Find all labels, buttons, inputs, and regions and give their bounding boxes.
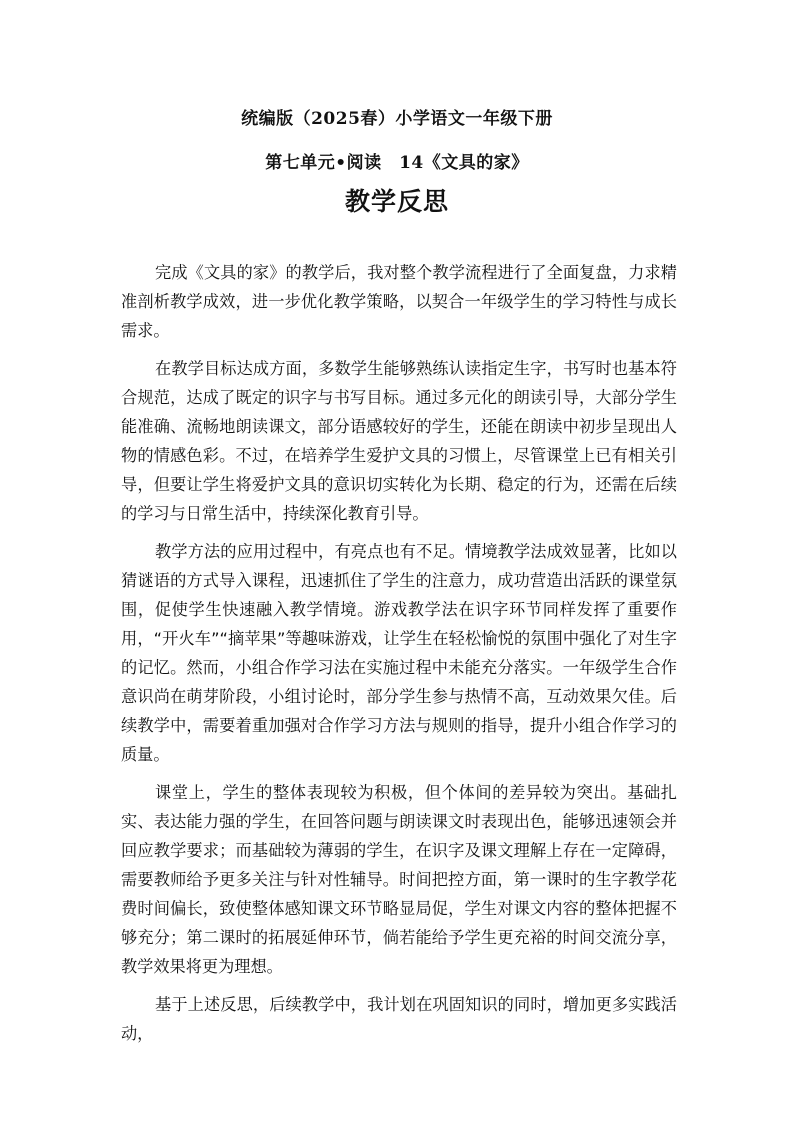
paragraph-3: 教学方法的应用过程中，有亮点也有不足。情境教学法成效显著，比如以猜谜语的方式导入课程，迅速抓住了学生的注意力，成功营造出活跃的课堂氛围，促使学生快速融入教学情境。游戏教学法在识字环节同样发挥了重要作用，“开火车”“摘苹果”等趣味游戏，让学生在轻松愉悦的氛围中强化了对生字的记忆。然而，小组合作学习法在实施过程中未能充分落实。一年级学生合作意识尚在萌芽阶段，小组讨论时，部分学生参与热情不高，互动效果欠佳。后续教学中，需要着重加强对合作学习方法与规则的指导，提升小组合作学习的质量。: [121, 542, 677, 764]
paragraph-1: 完成《文具的家》的教学后，我对整个教学流程进行了全面复盘，力求精准剖析教学成效，进一步优化教学策略，以契合一年级学生的学习特性与成长需求。: [121, 263, 677, 340]
document-body: [121, 258, 677, 1057]
unit-lesson-title: 第七单元•阅读 14《文具的家》: [265, 153, 529, 173]
paragraph-5: 基于上述反思，后续教学中，我计划在巩固知识的同时，增加更多实践活动，: [121, 995, 677, 1043]
textbook-edition-title: 统编版（2025春）小学语文一年级下册: [241, 109, 553, 129]
paragraph-4: 课堂上，学生的整体表现较为积极，但个体间的差异较为突出。基础扎实、表达能力强的学生，在回答问题与朗读课文时表现出色，能够迅速领会并回应教学要求；而基础较为薄弱的学生，在识字及课文理解上存在一定障碍，需要教师给予更多关注与针对性辅导。时间把控方面，第一课时的生字教学花费时间偏长，致使整体感知课文环节略显局促，学生对课文内容的整体把握不够充分；第二课时的拓展延伸环节，倘若能给予学生更充裕的时间交流分享，教学效果将更为理想。: [121, 783, 677, 976]
page-title: 教学反思: [344, 187, 449, 216]
paragraph-2: 在教学目标达成方面，多数学生能够熟练认读指定生字，书写时也基本符合规范，达成了既定的识字与书写目标。通过多元化的朗读引导，大部分学生能准确、流畅地朗读课文，部分语感较好的学生，还能在朗读中初步呈现出人物的情感色彩。不过，在培养学生爱护文具的习惯上，尽管课堂上已有相关引导，但要让学生将爱护文具的意识切实转化为长期、稳定的行为，还需在后续的学习与日常生活中，持续深化教育引导。: [121, 359, 677, 523]
